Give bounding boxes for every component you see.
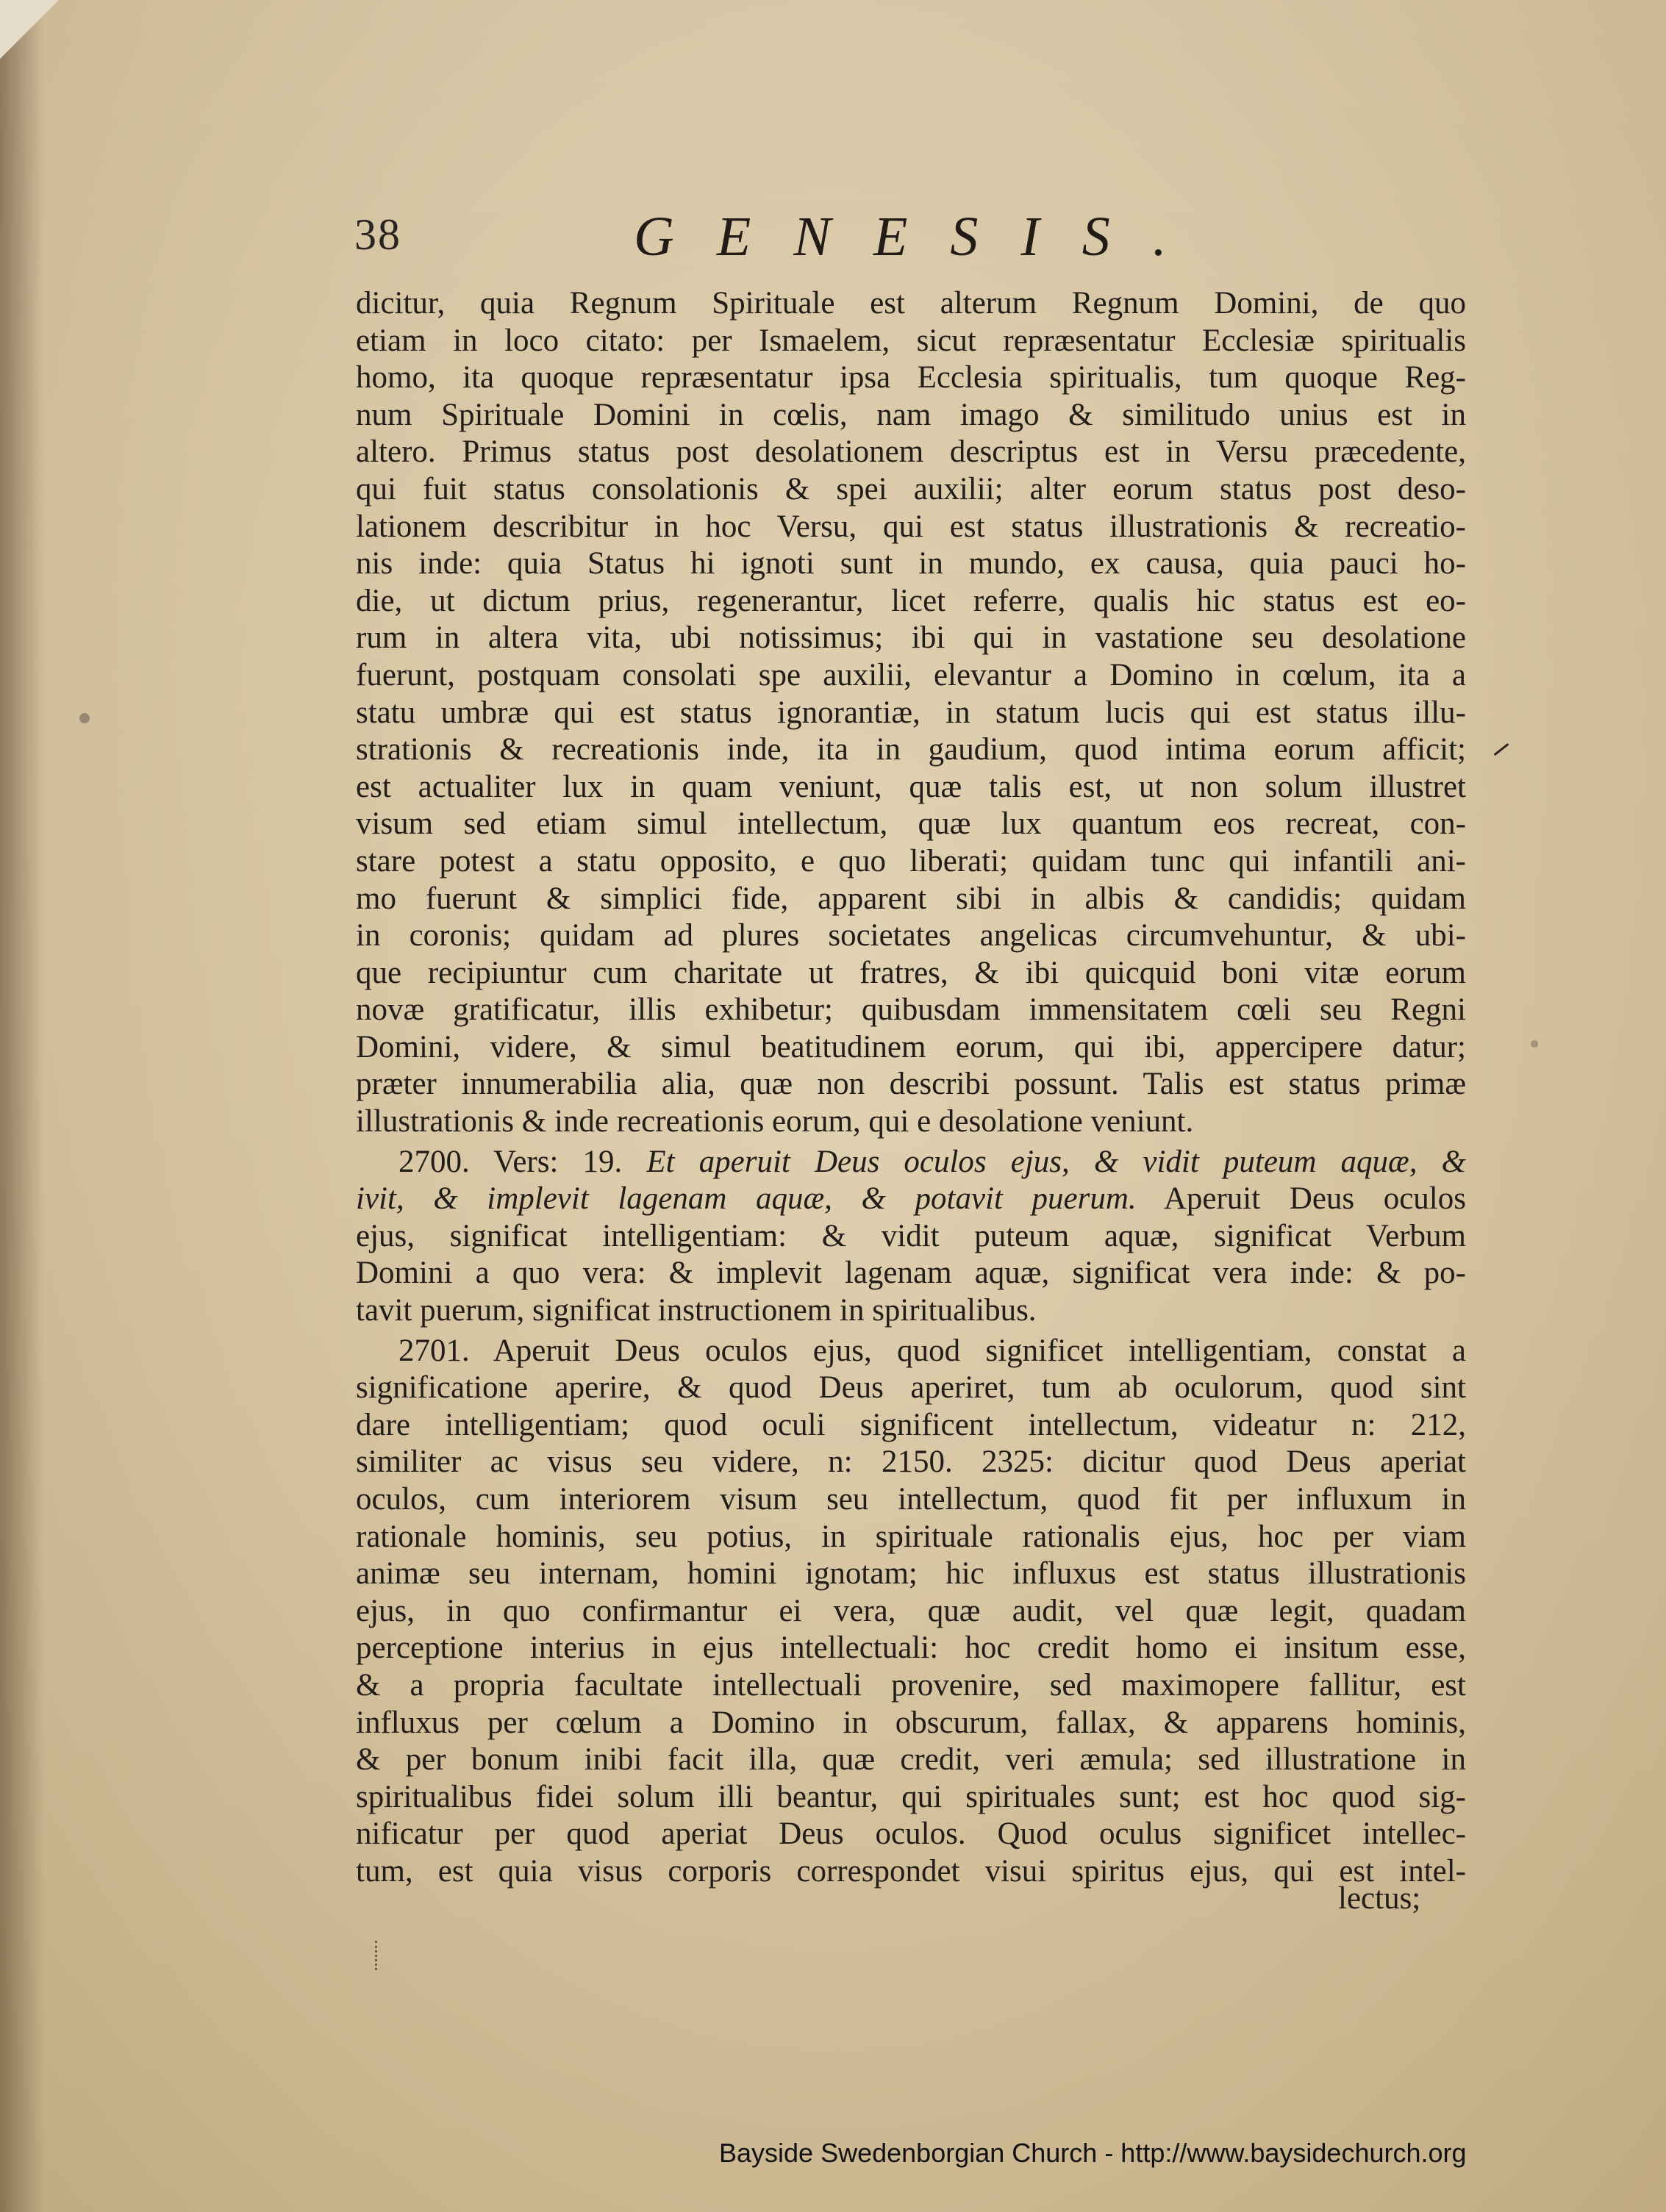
text-line: nis inde: quia Status hi ignoti sunt in mundo, ex causa, quia pauci ho- <box>356 546 1466 581</box>
text-line: visum sed etiam simul intellectum, quæ lux quantum eos recreat, con- <box>356 806 1466 842</box>
paragraph-2700-line <box>356 1181 1466 1218</box>
text-line: Domini, videre, & simul beatitudinem eorum, qui ibi, appercipere datur; <box>356 1029 1466 1064</box>
text-line: perceptione interius in ejus intellectuali: hoc credit homo ei insitum esse, <box>356 1631 1466 1666</box>
text-line: qui fuit status consolationis & spei auxilii; alter eorum status post deso- <box>356 471 1466 507</box>
text-line: & a propria facultate intellectuali provenire, sed maximopere fallitur, est <box>356 1667 1466 1703</box>
paragraph-2700-line <box>356 1144 1466 1181</box>
text-line: rationale hominis, seu potius, in spirituale rationalis ejus, hoc per viam <box>356 1519 1466 1554</box>
text-line: in coronis; quidam ad plures societates angelicas circumvehuntur, & ubi- <box>356 918 1466 953</box>
scripture-quote: Et aperuit Deus oculos ejus, & vidit puteum aquæ, & <box>646 1144 1466 1179</box>
paper-blemish <box>79 713 90 723</box>
text-line: nificatur per quod aperiat Deus oculos. Quod oculus significet intellec- <box>356 1817 1466 1852</box>
running-head <box>354 206 1472 276</box>
paragraph-2701-line: 2701. Aperuit Deus oculos ejus, quod significet intelligentiam, constat a <box>398 1333 1466 1368</box>
text-line: significatione aperire, & quod Deus aperiret, tum ab oculorum, quod sint <box>356 1370 1466 1406</box>
scripture-quote: ivit, & implevit lagenam aquæ, & potavit puerum. <box>356 1181 1137 1217</box>
text-line: altero. Primus status post desolationem descriptus est in Versu præcedente, <box>356 434 1466 470</box>
text-line: stare potest a statu opposito, e quo liberati; quidam tunc qui infantili ani- <box>356 843 1466 878</box>
text-line: mo fuerunt & simplici fide, apparent sibi in albis & candidis; quidam <box>356 881 1466 916</box>
text-line: influxus per cœlum a Domino in obscurum, fallax, & apparens hominis, <box>356 1705 1466 1740</box>
page-title: GENESIS. <box>634 206 1209 268</box>
text-line: etiam in loco citato: per Ismaelem, sicut repræsentatur Ecclesiæ spiritualis <box>356 323 1466 358</box>
text-line: fuerunt, postquam consolati spe auxilii, elevantur a Domino in cœlum, ita a <box>356 657 1466 692</box>
text-line: ejus, in quo confirmantur ei vera, quæ audit, vel quæ legit, quadam <box>356 1593 1466 1628</box>
text-line: num Spirituale Domini in cœlis, nam imago & similitudo unius est in <box>356 397 1466 432</box>
catchword: lectus; <box>1338 1881 1421 1916</box>
ink-mark <box>1494 743 1509 756</box>
text-line: rum in altera vita, ubi notissimus; ibi qui in vastatione seu desolatione <box>356 620 1466 656</box>
folded-corner <box>0 0 59 59</box>
text-line: tum, est quia visus corporis correspondet visui spiritus ejus, qui est intel- <box>356 1853 1466 1889</box>
body-text <box>356 285 1466 1891</box>
binding-shadow <box>0 0 44 2212</box>
text-line: Domini a quo vera: & implevit lagenam aquæ, significat vera inde: & po- <box>356 1256 1466 1291</box>
text-line: novæ gratificatur, illis exhibetur; quibusdam immensitatem cœli seu Regni <box>356 992 1466 1028</box>
text-line: homo, ita quoque repræsentatur ipsa Ecclesia spiritualis, tum quoque Reg- <box>356 360 1466 395</box>
text-line: similiter ac visus seu videre, n: 2150. 2325: dicitur quod Deus aperiat <box>356 1445 1466 1480</box>
text-line: lationem describitur in hoc Versu, qui est status illustrationis & recreatio- <box>356 509 1466 544</box>
page-number: 38 <box>354 210 401 259</box>
text-line: animæ seu internam, homini ignotam; hic influxus est status illustrationis <box>356 1556 1466 1592</box>
text-line: oculos, cum interiorem visum seu intellectum, quod fit per influxum in <box>356 1482 1466 1517</box>
text-line: est actualiter lux in quam veniunt, quæ talis est, ut non solum illustret <box>356 769 1466 804</box>
text-line: die, ut dictum prius, regenerantur, licet referre, qualis hic status est eo- <box>356 583 1466 618</box>
text-line: dicitur, quia Regnum Spirituale est alterum Regnum Domini, de quo <box>356 286 1466 321</box>
text-line: illustrationis & inde recreationis eorum, qui e desolatione veniunt. <box>356 1104 1194 1139</box>
paper-blemish <box>1531 1040 1538 1048</box>
ink-specks <box>375 1941 383 1970</box>
text-line: tavit puerum, significat instructionem in spiritualibus. <box>356 1293 1037 1328</box>
text-line: & per bonum inibi facit illa, quæ credit, veri æmula; sed illustratione in <box>356 1742 1466 1778</box>
text-line: statu umbræ qui est status ignorantiæ, in statum lucis qui est status illu- <box>356 695 1466 730</box>
text-line: dare intelligentiam; quod oculi significent intellectum, videatur n: 212, <box>356 1407 1466 1442</box>
text-line: ejus, significat intelligentiam: & vidit puteum aquæ, significat Verbum <box>356 1218 1466 1253</box>
paragraph-number-2700: 2700. Vers: 19. <box>398 1144 623 1179</box>
text-line: spiritualibus fidei solum illi beantur, qui spirituales sunt; est hoc quod sig- <box>356 1779 1466 1814</box>
text-line: strationis & recreationis inde, ita in gaudium, quod intima eorum afficit; <box>356 732 1466 767</box>
text-line: præter innumerabilia alia, quæ non describi possunt. Talis est status primæ <box>356 1067 1466 1102</box>
text-line: que recipiuntur cum charitate ut fratres, & ibi quicquid boni vitæ eorum <box>356 955 1466 990</box>
text-fragment: Aperuit Deus oculos <box>1163 1181 1466 1217</box>
source-credit: Bayside Swedenborgian Church - http://www.baysidechurch.org <box>719 2138 1467 2168</box>
